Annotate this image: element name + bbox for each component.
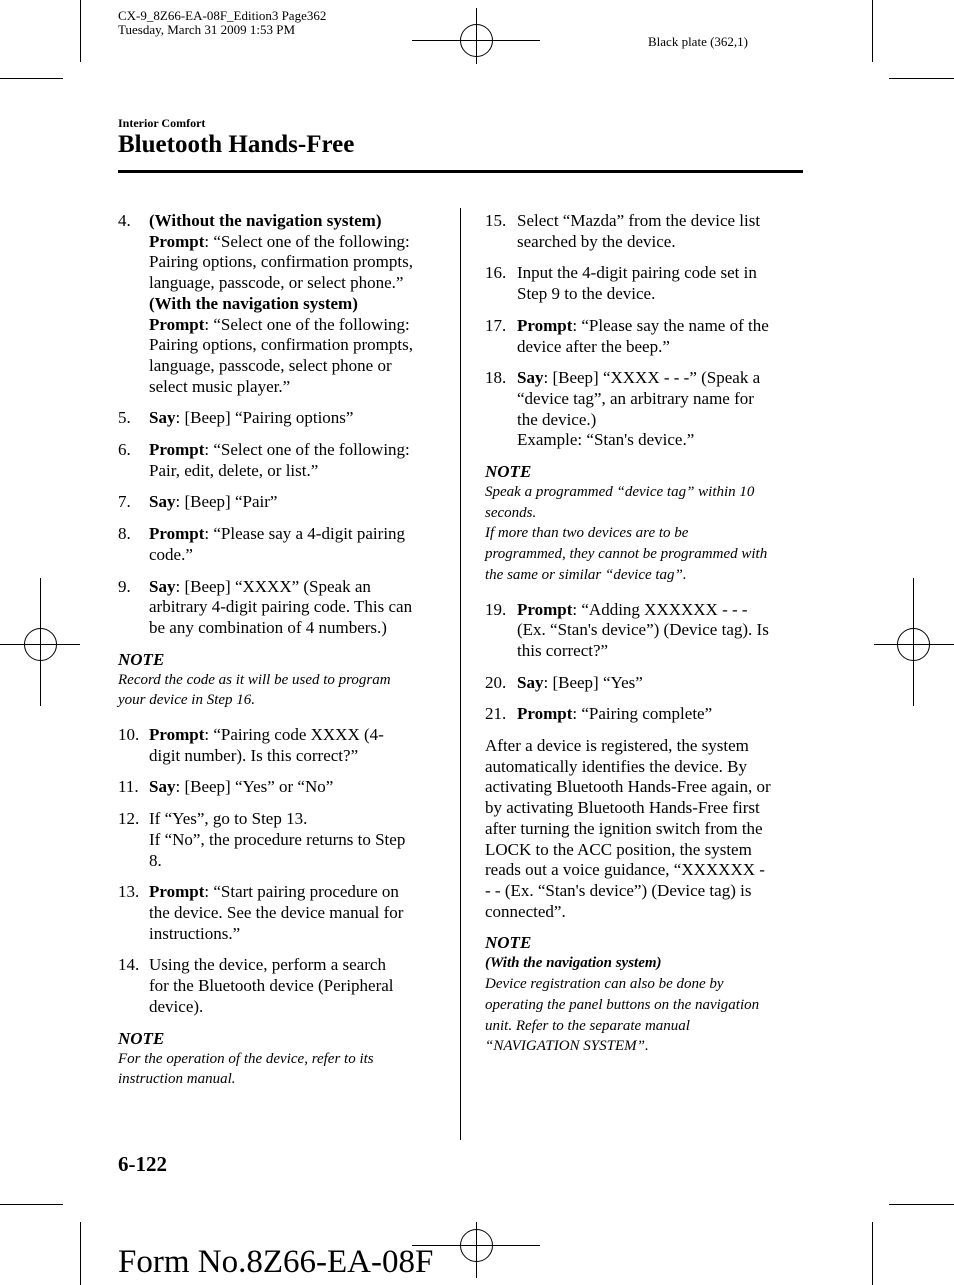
list-item-step-20: 20. Say: [Beep] “Yes” bbox=[485, 672, 643, 692]
title-rule bbox=[118, 170, 803, 173]
note-step-16 bbox=[118, 650, 438, 711]
step-4-condition-b: (With the navigation system) bbox=[149, 293, 358, 313]
note-heading: NOTE bbox=[485, 933, 532, 953]
note-text: (With the navigation system) Device registration can also be done by operating the panel buttons on the navigation unit. Refer to the separate manual “NAVIGATION SYSTEM”. bbox=[485, 953, 803, 1057]
list-item-step-14: 14. Using the device, perform a search for the Bluetooth device (Peripheral device). bbox=[118, 955, 394, 1016]
list-item-step-21: 21. Prompt: “Pairing complete” bbox=[485, 704, 713, 724]
list-item-step-8: 8. Prompt: “Please say a 4-digit pairing code.” bbox=[118, 524, 406, 564]
list-item-step-17: 17. Prompt: “Please say the name of the device after the beep.” bbox=[485, 315, 769, 356]
note-heading: NOTE bbox=[118, 649, 165, 669]
left-column bbox=[118, 211, 438, 1104]
section-label: Interior Comfort bbox=[118, 116, 206, 130]
list-item-step-7: 7. Say: [Beep] “Pair” bbox=[118, 492, 278, 512]
print-meta-date: Tuesday, March 31 2009 1:53 PM bbox=[118, 22, 296, 37]
list-item-step-15: 15. Select “Mazda” from the device list searched by the device. bbox=[485, 211, 761, 251]
list-item-step-16: 16. Input the 4-digit pairing code set in Step 9 to the device. bbox=[485, 263, 757, 304]
note-text: Speak a programmed “device tag” within 10 seconds. If more than two devices are to be programmed, they cannot be programmed with the same or similar “device tag”. bbox=[485, 484, 768, 583]
list-item-step-5: 5. Say: [Beep] “Pairing options” bbox=[118, 408, 354, 428]
list-item-step-6: 6. Prompt: “Select one of the following: Pair, edit, delete, or list.” bbox=[118, 440, 410, 480]
body-paragraph: After a device is registered, the system automatically identifies the device. By activating Bluetooth Hands-Free again, or by activating Bluetooth Hands-Free first after turning the ignition switch from the LOCK to the ACC position, the system reads out a voice guidance, “XXXXXX - - - (Ex. “Stan's device”) (Device tag) is connected”. bbox=[485, 736, 771, 921]
print-meta-file: CX-9_8Z66-EA-08F_Edition3 Page362 bbox=[118, 8, 327, 23]
note-heading: NOTE bbox=[118, 1028, 165, 1048]
note-text: For the operation of the device, refer to its instruction manual. bbox=[118, 1050, 374, 1088]
note-device-manual bbox=[118, 1029, 438, 1090]
list-item-step-12: 12. If “Yes”, go to Step 13. If “No”, the procedure returns to Step 8. bbox=[118, 809, 406, 870]
note-text: Record the code as it will be used to program your device in Step 16. bbox=[118, 671, 391, 709]
step-4-prompt-label: Prompt bbox=[149, 231, 205, 251]
list-item-step-9: 9. Say: [Beep] “XXXX” (Speak an arbitrary 4-digit pairing code. This can be any combination of 4 numbers.) bbox=[118, 576, 413, 637]
right-column bbox=[485, 211, 803, 1071]
list-item-step-18: 18. Say: [Beep] “XXXX - - -” (Speak a “device tag”, an arbitrary name for the device.) Example: “Stan's device.” bbox=[485, 368, 761, 450]
form-number: Form No.8Z66-EA-08F bbox=[118, 1244, 434, 1280]
note-subheading: (With the navigation system) bbox=[485, 955, 662, 972]
page-title: Bluetooth Hands-Free bbox=[118, 131, 355, 158]
list-item-step-19: 19. Prompt: “Adding XXXXXX - - - (Ex. “Stan's device”) (Device tag). Is this correct?” bbox=[485, 599, 769, 660]
list-item-step-4: 4. (Without the navigation system) Prompt: “Select one of the following: Pairing options, confirmation prompts, language, passcode, or select phone.” (With the navigation system) Prompt: “Select one of the following: Pairing options, confirmation prompts, language, passcode, select phone or select music player.” bbox=[118, 211, 438, 397]
note-heading: NOTE bbox=[485, 462, 532, 482]
note-navigation bbox=[485, 933, 803, 1057]
list-item-step-11: 11. Say: [Beep] “Yes” or “No” bbox=[118, 777, 334, 797]
print-meta-plate: Black plate (362,1) bbox=[648, 34, 748, 49]
page-number: 6-122 bbox=[118, 1152, 167, 1176]
list-item-step-10: 10. Prompt: “Pairing code XXXX (4- digit number). Is this correct?” bbox=[118, 725, 384, 765]
step-4-condition-a: (Without the navigation system) bbox=[149, 211, 382, 230]
note-device-tag bbox=[485, 462, 803, 586]
step-4-prompt-label-b: Prompt bbox=[149, 314, 205, 334]
column-divider bbox=[460, 208, 461, 1140]
list-item-step-13: 13. Prompt: “Start pairing procedure on the device. See the device manual for instructions.” bbox=[118, 882, 404, 943]
